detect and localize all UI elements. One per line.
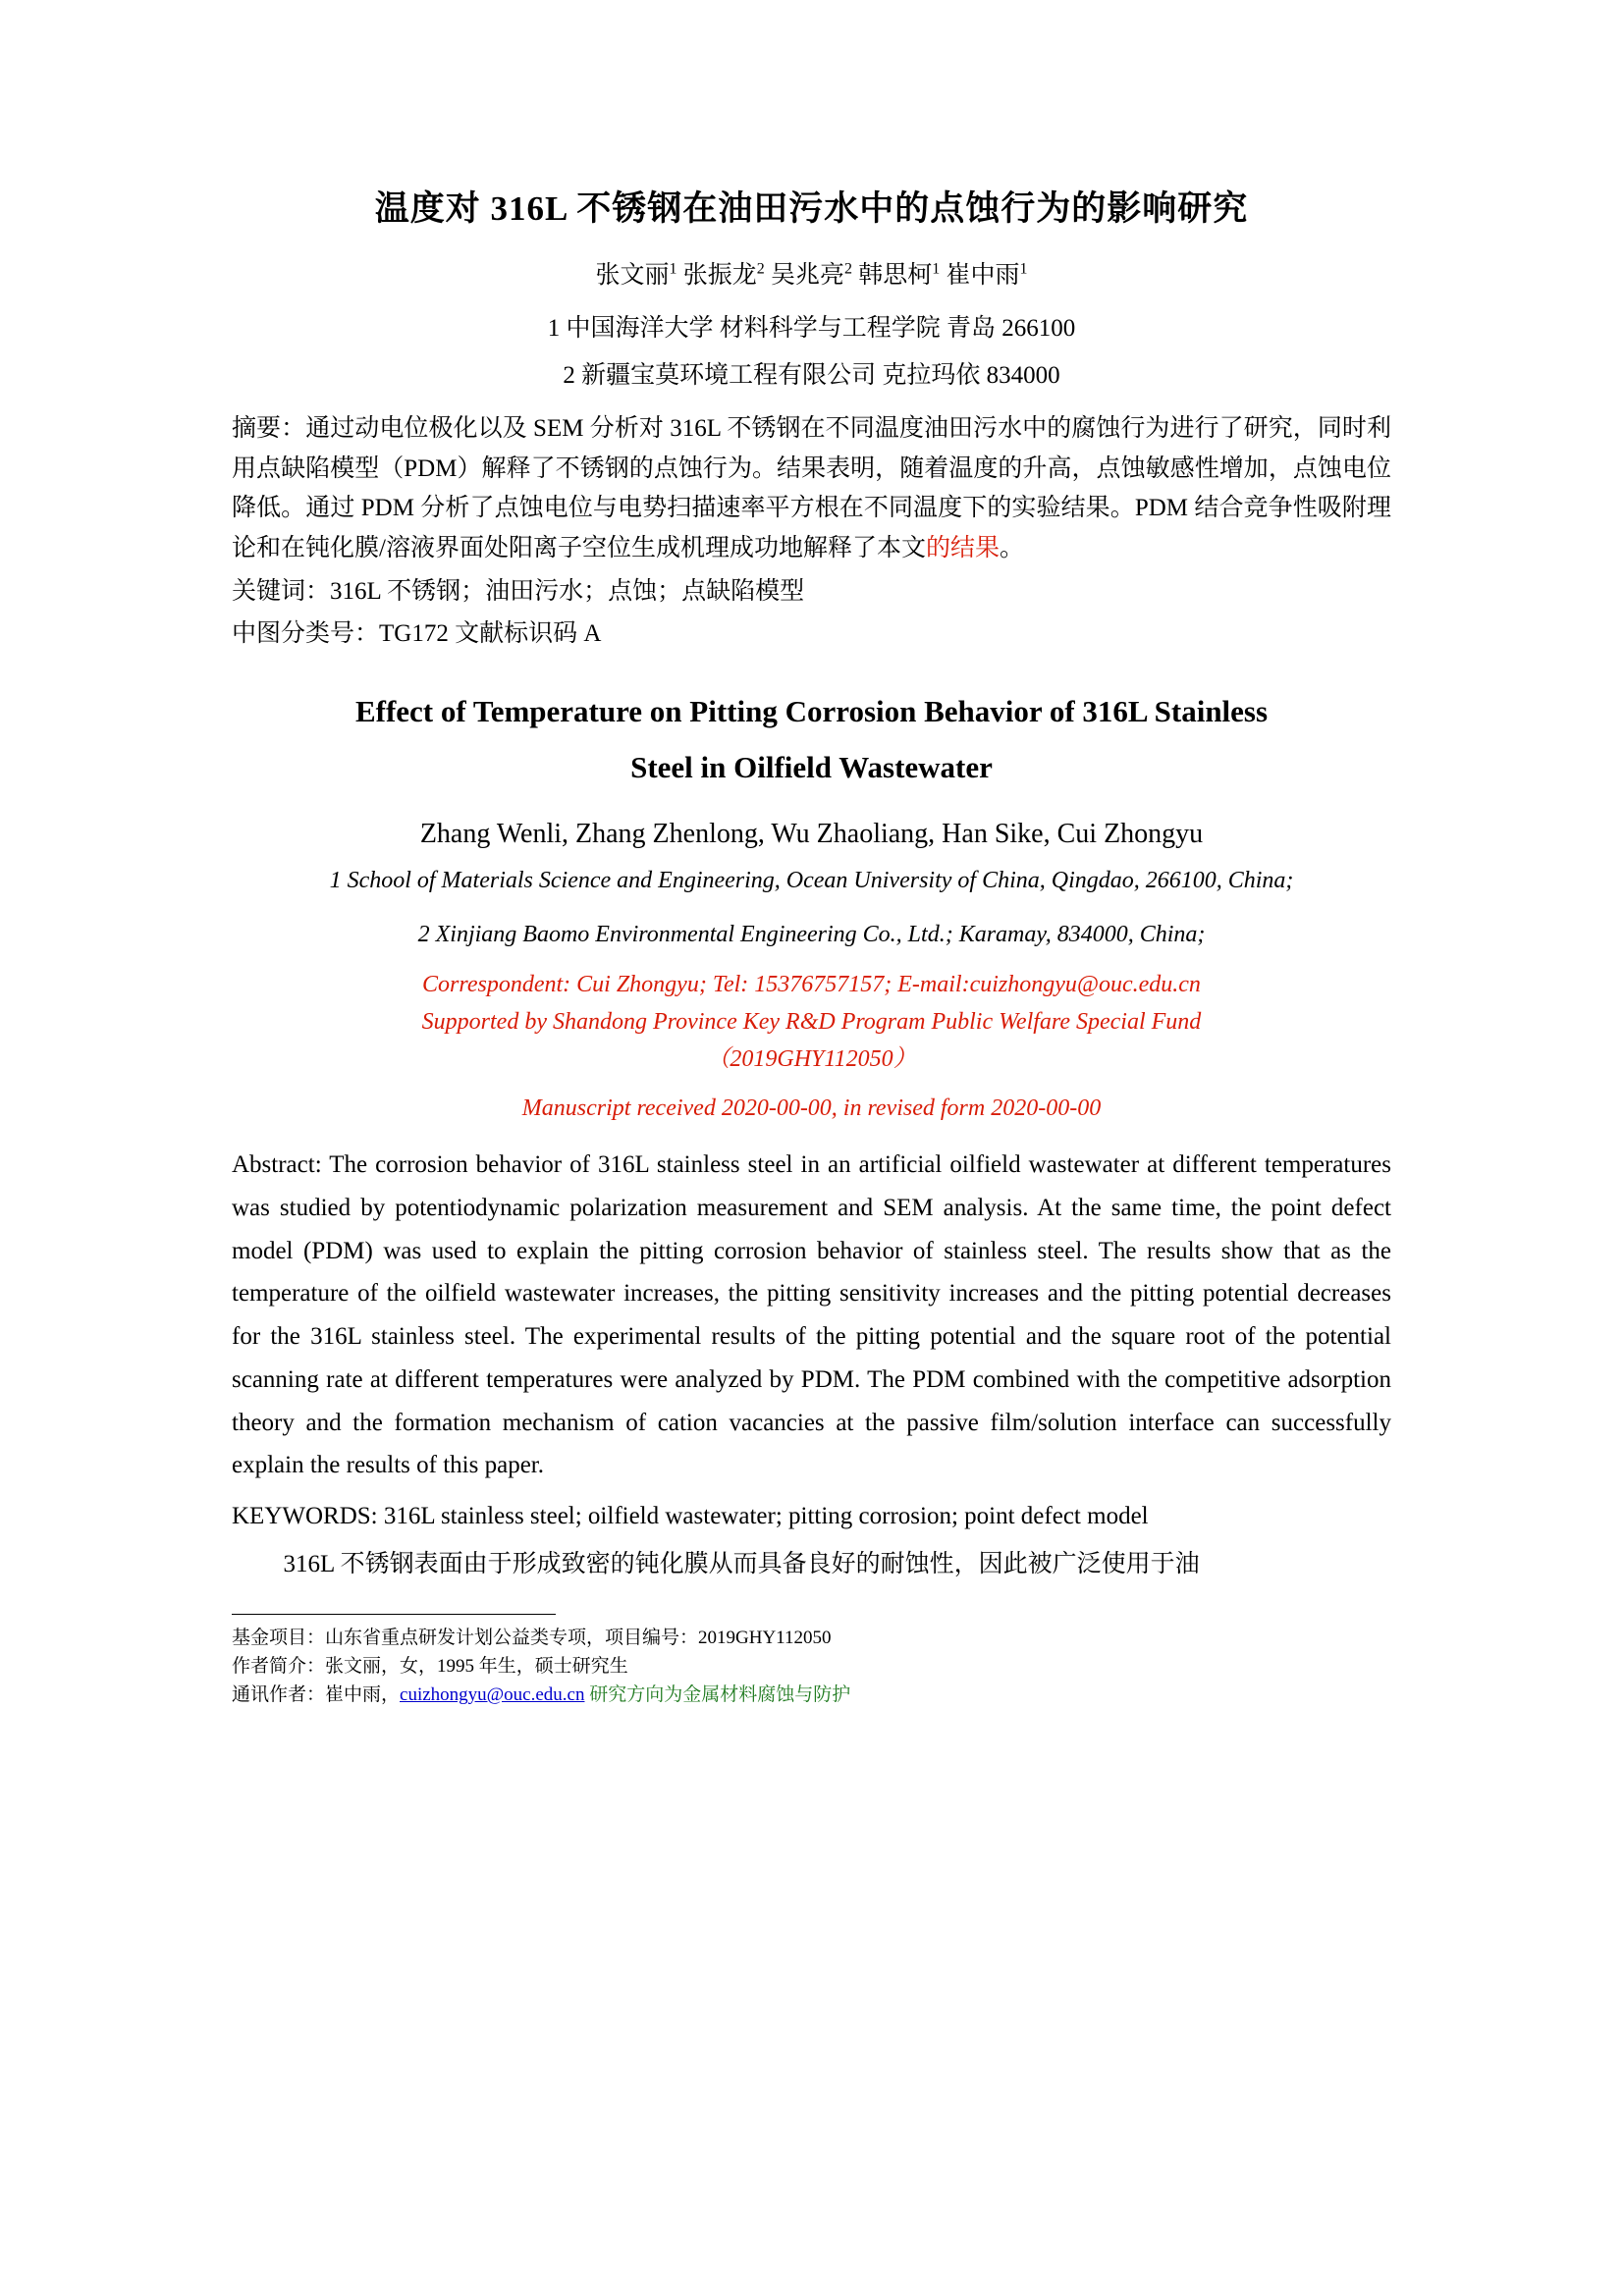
chinese-abstract-highlight: 的结果 [925, 534, 1000, 561]
footnote-research-direction: 研究方向为金属材料腐蚀与防护 [589, 1683, 851, 1705]
chinese-clc-code: 中图分类号：TG172 文献标识码 A [232, 619, 602, 647]
footnote-divider [232, 1614, 556, 1615]
author-affil-marker: 2 [844, 260, 852, 278]
english-title [232, 683, 1391, 796]
author-affil-marker: 1 [669, 260, 677, 278]
author-name: 张振龙 [682, 261, 757, 289]
footnote-section [232, 1614, 1391, 1710]
author-name: 韩思柯 [858, 261, 933, 289]
chinese-affiliation-2: 2 新疆宝莫环境工程有限公司 克拉玛依 834000 [563, 362, 1060, 389]
english-affiliation-1: 1 School of Materials Science and Engineering, Ocean University of China, Qingdao, 266100, China; [329, 867, 1294, 893]
funding-note-line2: （2019GHY112050） [706, 1046, 917, 1073]
funding-note-line1: Supported by Shandong Province Key R&D Program Public Welfare Special Fund [421, 1009, 1202, 1036]
chinese-abstract [232, 409, 1391, 568]
footnote-corresponding-prefix: 通讯作者：崔中雨， [232, 1683, 401, 1705]
footnote-author-bio: 作者简介：张文丽，女，1995 年生，硕士研究生 [232, 1655, 628, 1677]
chinese-abstract-end: 。 [999, 534, 1024, 561]
footnote-corresponding-author [232, 1682, 1391, 1710]
chinese-affiliation-1: 1 中国海洋大学 材料科学与工程学院 青岛 266100 [547, 315, 1076, 342]
english-keywords: KEYWORDS: 316L stainless steel; oilfield wastewater; pitting corrosion; point defect model [232, 1503, 1149, 1530]
english-title-line2: Steel in Oilfield Wastewater [630, 750, 993, 785]
english-authors: Zhang Wenli, Zhang Zhenlong, Wu Zhaoliang, Han Sike, Cui Zhongyu [419, 818, 1204, 849]
author-affil-marker: 2 [756, 260, 765, 278]
chinese-abstract-label: 摘要： [232, 415, 306, 442]
english-affiliation-2: 2 Xinjiang Baomo Environmental Engineering Co., Ltd.; Karamay, 834000, China; [417, 921, 1206, 947]
body-first-paragraph: 316L 不锈钢表面由于形成致密的钝化膜从而具备良好的耐蚀性，因此被广泛使用于油 [283, 1550, 1200, 1577]
author-name: 崔中雨 [946, 261, 1020, 289]
manuscript-date-note: Manuscript received 2020-00-00, in revised form 2020-00-00 [521, 1095, 1102, 1122]
chinese-abstract-body: 通过动电位极化以及 SEM 分析对 316L 不锈钢在不同温度油田污水中的腐蚀行为进行了研究，同时利用点缺陷模型（PDM）解释了不锈钢的点蚀行为。结果表明，随着温度的升高，点蚀敏感性增加，点蚀电位降低。通过 PDM 分析了点蚀电位与电势扫描速率平方根在不同温度下的实验结果。PDM 结合竞争性吸附理论和在钝化膜/溶液界面处阳离子空位生成机理成功地解释了本文 [232, 415, 1391, 561]
author-affil-marker: 1 [1019, 260, 1028, 278]
chinese-title: 温度对 316L 不锈钢在油田污水中的点蚀行为的影响研究 [374, 189, 1249, 228]
english-title-line1: Effect of Temperature on Pitting Corrosion Behavior of 316L Stainless [354, 694, 1269, 728]
chinese-authors [232, 257, 1391, 294]
author-name: 吴兆亮 [770, 261, 844, 289]
correspondent-note: Correspondent: Cui Zhongyu; Tel: 15376757157; E-mail:cuizhongyu@ouc.edu.cn [422, 972, 1201, 998]
chinese-keywords: 关键词：316L 不锈钢；油田污水；点蚀；点缺陷模型 [232, 578, 805, 605]
english-abstract: Abstract: The corrosion behavior of 316L stainless steel in an artificial oilfield wastewater at different temperatures was studied by potentiodynamic polarization measurement and SEM analysis. At the same time, the point defect model (PDM) was used to explain the pitting corrosion behavior of stainless steel. The results show that as the temperature of the oilfield wastewater increases, the pitting sensitivity increases and the pitting potential decreases for the 316L stainless steel. The experimental results of the pitting potential and the square root of the potential scanning rate at different temperatures were analyzed by PDM. The PDM combined with the competitive adsorption theory and the formation mechanism of cation vacancies at the passive film/solution interface can successfully explain the results of this paper. [232, 1151, 1391, 1479]
author-name: 张文丽 [595, 261, 670, 289]
footnote-email-link[interactable]: cuizhongyu@ouc.edu.cn [400, 1683, 585, 1705]
author-affil-marker: 1 [932, 260, 941, 278]
footnote-fund: 基金项目：山东省重点研发计划公益类专项，项目编号：2019GHY112050 [232, 1628, 832, 1649]
